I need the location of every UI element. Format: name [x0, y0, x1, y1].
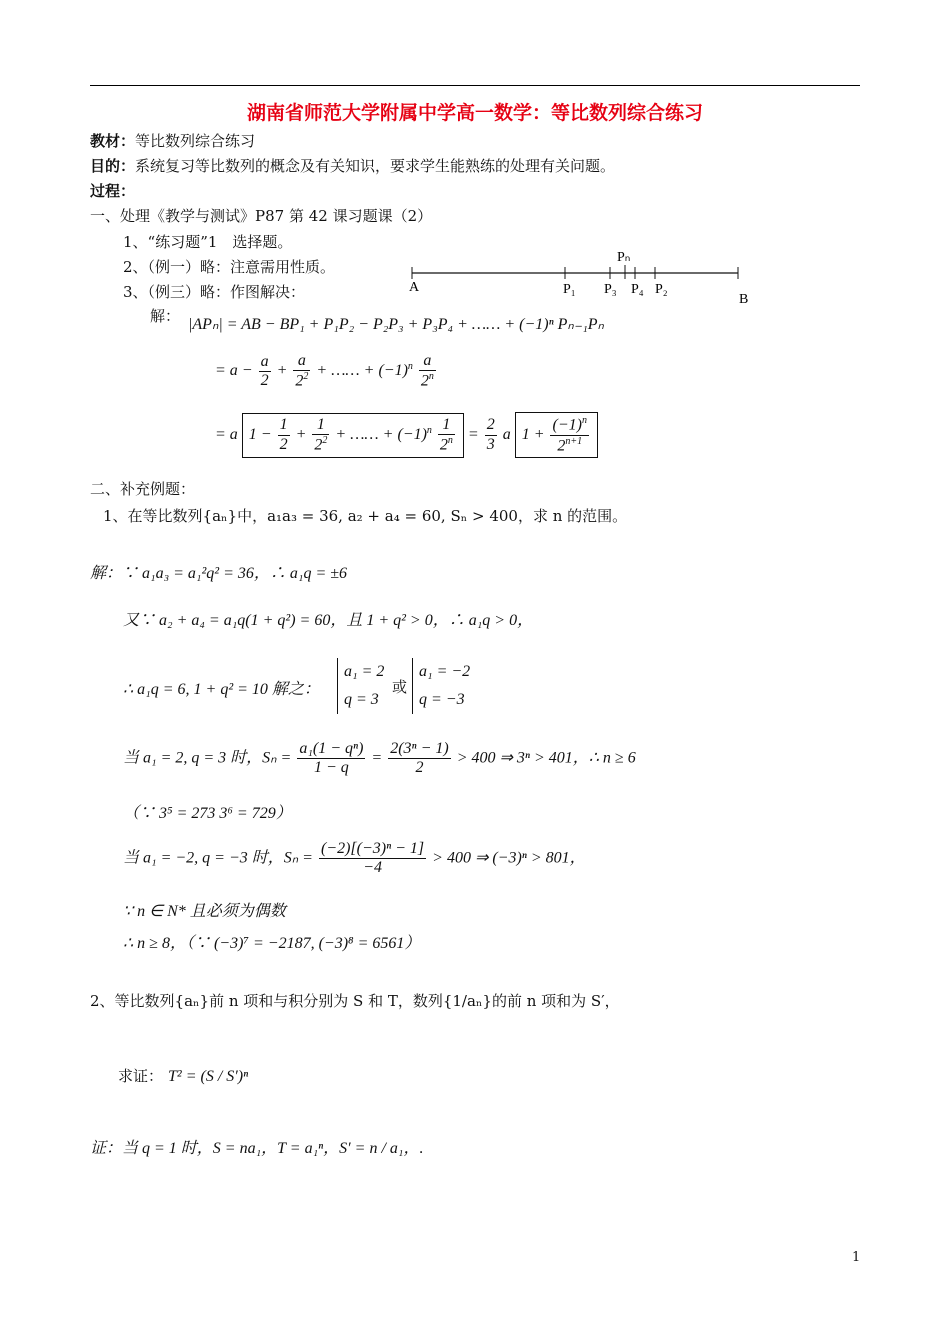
solution1-eq1: |APₙ| = AB − BP₁ + P₁P₂ − P₂P₃ + P₃P₄ + …… + (−1)ⁿ Pₙ₋₁Pₙ — [188, 316, 604, 333]
solution1-eq2: = a − $\frac{a}{2}$ + $\frac{a}{2^2}$ + …… + $(-1)^n$ $\frac{a}{2^n}$ — [215, 352, 434, 390]
label-pn: Pₙ — [617, 250, 631, 265]
case1-prefix: 当 a₁ = 2, q = 3 时，Sₙ = — [123, 749, 292, 767]
label-p4: P₄ — [631, 282, 644, 297]
prove-eq: T² = (S / S′)ⁿ — [168, 1068, 249, 1085]
system-or: 或 — [392, 678, 408, 696]
label-b: B — [739, 292, 749, 307]
label-a: A — [409, 280, 420, 295]
prove-label: 求证： — [118, 1067, 164, 1085]
purpose-line — [90, 155, 615, 176]
material-text: 等比数列综合练习 — [135, 132, 256, 150]
section1-item2: 2、（例一）略：注意需用性质。 — [123, 258, 336, 276]
case1-frac1-num: a₁(1 − qⁿ) — [297, 740, 365, 759]
section1-heading: 一、处理《教学与测试》P87 第 42 课习题课（2） — [90, 207, 433, 225]
eq3-prefix: = a — [215, 425, 238, 443]
problem1-text: 1、在等比数列{aₙ}中，a₁a₃ = 36, a₂ + a₄ = 60, Sₙ > 400，求 n 的范围。 — [103, 507, 628, 525]
case2-frac-num: (−2)[(−3)ⁿ − 1] — [319, 840, 426, 859]
system2-b: q = −3 — [419, 691, 465, 708]
case1-tail: > 400 ⇒ 3ⁿ > 401，∴ n ≥ 6 — [456, 749, 636, 767]
material-label: 教材： — [90, 132, 136, 150]
system2-a: a₁ = −2 — [419, 663, 471, 680]
case2-line3: ∴ n ≥ 8，（∵ (−3)⁷ = −2187, (−3)⁸ = 6561） — [123, 935, 421, 952]
top-rule — [90, 85, 860, 86]
eq2-prefix: = a − — [215, 362, 257, 380]
label-p1: P₁ — [563, 282, 576, 297]
label-p3: P₃ — [604, 282, 617, 297]
section2-heading: 二、补充例题： — [90, 480, 196, 498]
section1-item3: 3、（例三）略：作图解决： — [123, 283, 306, 301]
case1-line — [123, 740, 636, 778]
purpose-text: 系统复习等比数列的概念及有关知识，要求学生能熟练的处理有关问题。 — [135, 157, 616, 175]
sol2-line1: 解：∵ a₁a₃ = a₁²q² = 36，∴ a₁q = ±6 — [90, 565, 348, 582]
case1-frac2-den: 2 — [415, 759, 424, 777]
label-p2: P₂ — [655, 282, 668, 297]
case2-tail: > 400 ⇒ (−3)ⁿ > 801， — [432, 849, 586, 867]
segment-diagram — [405, 245, 765, 310]
case2-line — [123, 840, 586, 878]
note1: （∵ 3⁵ = 273 3⁶ = 729） — [123, 805, 292, 822]
system2 — [412, 658, 470, 714]
proof-line: 证：当 q = 1 时，S = na₁，T = a₁ⁿ，S′ = n / a₁，. — [90, 1140, 424, 1157]
section1-item1: 1、“练习题”1 选择题。 — [123, 233, 293, 251]
system1-a: a₁ = 2 — [344, 663, 385, 680]
case2-line2: ∵ n ∈ N* 且必须为偶数 — [123, 903, 286, 920]
case1-frac2-num: 2(3ⁿ − 1) — [388, 740, 451, 759]
material-line — [90, 130, 255, 151]
solution1-label: 解： — [150, 307, 181, 325]
page-number: 1 — [852, 1250, 861, 1265]
page-title: 湖南省师范大学附属中学高一数学：等比数列综合练习 — [246, 102, 703, 124]
eq3-mid: = — [467, 425, 483, 443]
purpose-label: 目的： — [90, 157, 136, 175]
case1-eq: = — [371, 749, 383, 767]
system1-b: q = 3 — [344, 691, 379, 708]
case1-frac1-den: 1 − q — [313, 759, 349, 777]
case2-prefix: 当 a₁ = −2, q = −3 时，Sₙ = — [123, 849, 313, 867]
case2-frac-den: −4 — [363, 859, 382, 877]
solution1-eq3: = a 1 − $\frac{1}{2}$ + $\frac{1}{2^2}$ + …… + $(-1)^n$ $\frac{1}{2^n}$ = $\frac{2}{3}$ a 1 + $\frac{(-1)^n}{2^{n+1}}$ — [215, 412, 598, 458]
process-label: 过程： — [90, 182, 136, 200]
system1 — [337, 658, 384, 714]
sol2-line3: ∴ a₁q = 6, 1 + q² = 10 解之： — [123, 681, 320, 698]
sol2-line2: 又∵ a₂ + a₄ = a₁q(1 + q²) = 60，且 1 + q² > 0，∴ a₁q > 0， — [123, 612, 534, 629]
problem2-text: 2、等比数列{aₙ}前 n 项和与积分别为 S 和 T，数列{1/aₙ}的前 n 项和为 S′， — [90, 992, 620, 1010]
